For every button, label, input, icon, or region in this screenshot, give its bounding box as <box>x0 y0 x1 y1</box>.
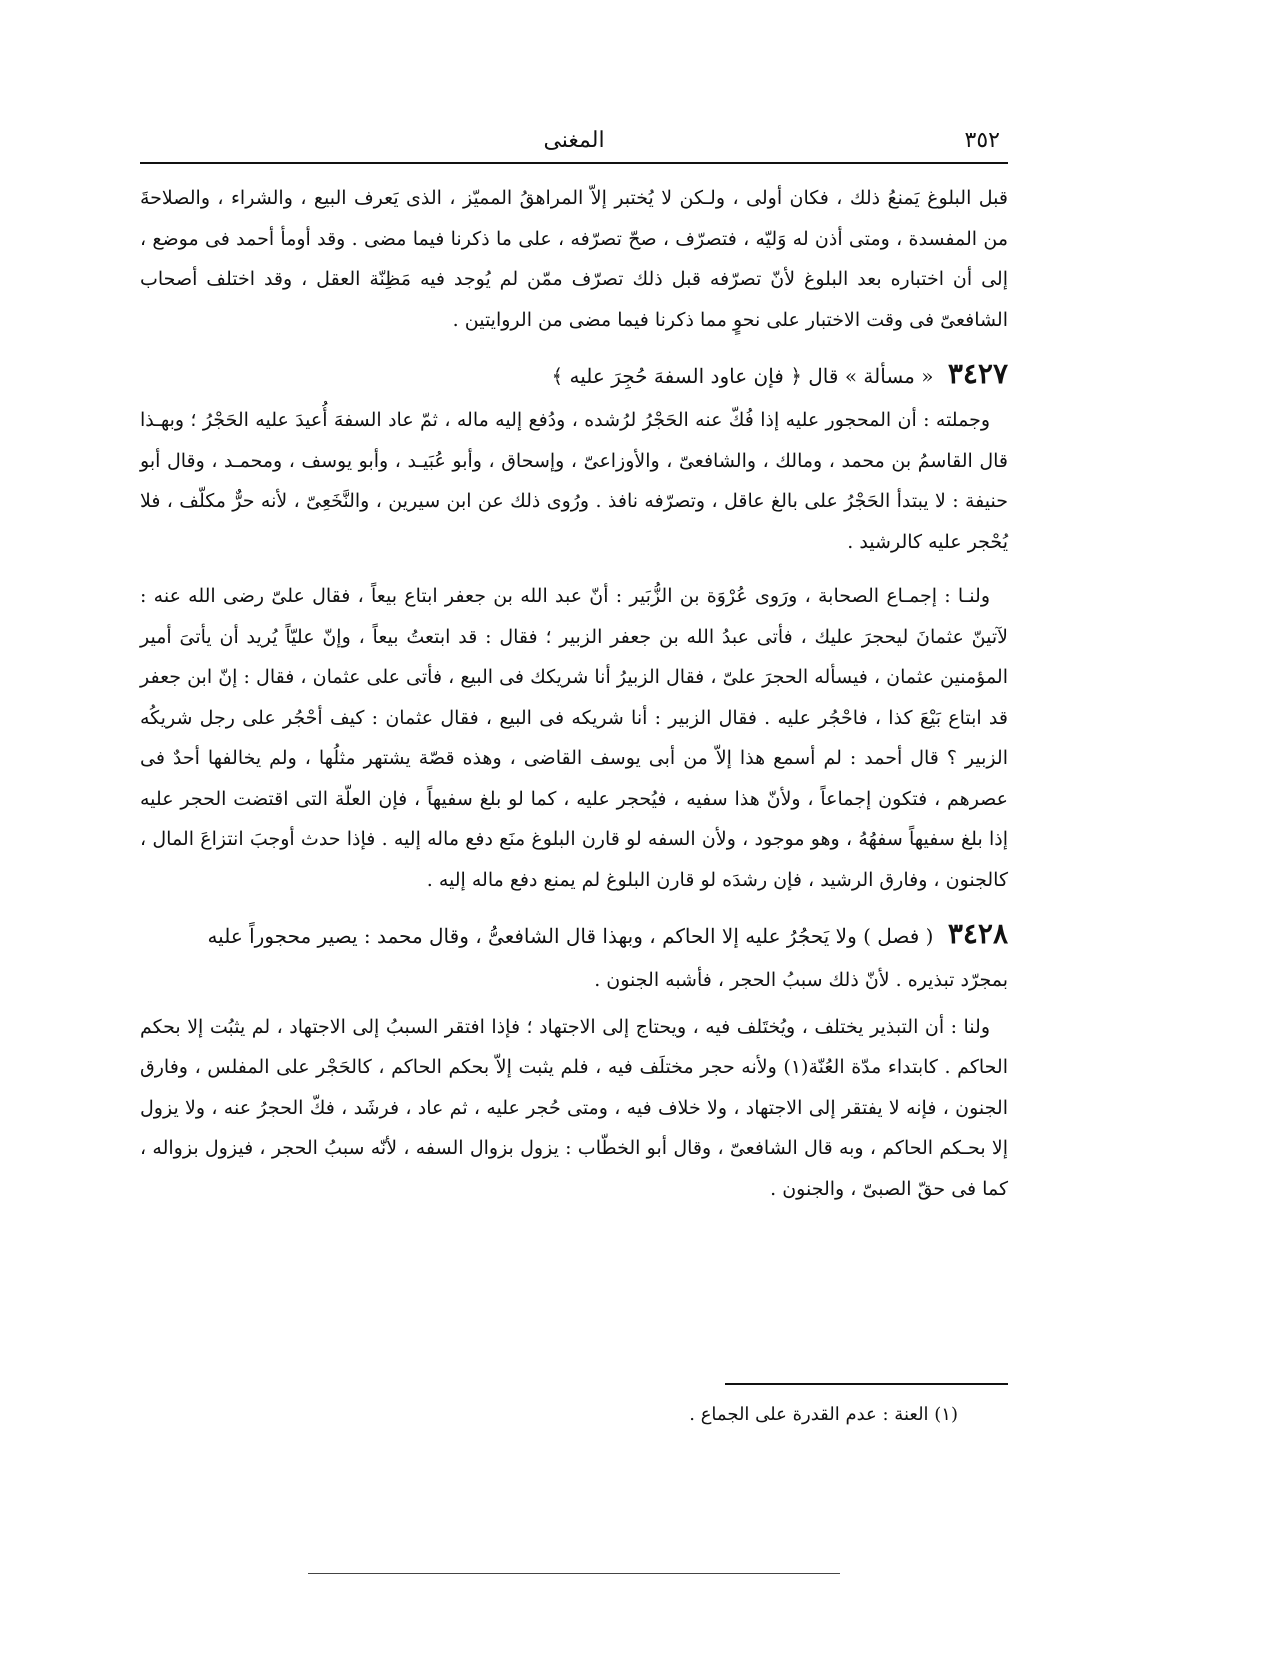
paragraph-1: قبل البلوغ يَمنعُ ذلك ، فكان أولى ، ولـكن لا يُختبر إلاّ المراهقُ المميّز ، الذى يَعرف البيع ، والشراء ، والصلاحةَ من المفسدة ، ومتى أذن له وَليّه ، فتصرّف ، صحّ تصرّفه ، على ما ذكرنا فيما مضى . وقد أومأ أحمد فى موضع ، إلى أن اختباره بعد البلوغ لأنّ تصرّفه قبل ذلك تصرّف ممّن لم يُوجد فيه مَظِنّة العقل ، وقد اختلف أصحاب الشافعىّ فى وقت الاختبار على نحوٍ مما ذكرنا فيما مضى من الروايتين . <box>140 187 1008 331</box>
fasl-text: ( فصل ) ولا يَحجُرُ عليه إلا الحاكم ، وبهذا قال الشافعىُّ ، وقال محمد : يصير محجوراً عليه <box>207 924 934 948</box>
paragraph-2: وجملته : أن المحجور عليه إذا فُكّ عنه الحَجْرُ لرُشده ، ودُفع إليه ماله ، ثمّ عاد السفهَ أُعيدَ عليه الحَجْرُ ؛ وبهـذا قال القاسمُ بن محمد ، ومالك ، والشافعىّ ، والأوزاعىّ ، وإسحاق ، وأبو عُبَيـد ، وأبو يوسف ، ومحمـد ، وقال أبو حنيفة : لا يبتدأ الحَجْرُ على بالغ عاقل ، وتصرّفه نافذ . ورُوى ذلك عن ابن سيرين ، والنَّخَعِىّ ، لأنه حرٌّ مكلّف ، فلا يُحْجر عليه كالرشيد . <box>140 409 1008 553</box>
footnote: (١) العنة : عدم القدرة على الجماع . <box>689 1404 958 1425</box>
paragraph-4: بمجرّد تبذيره . لأنّ ذلك سببُ الحجر ، فأشبه الجنون . <box>594 969 1008 991</box>
masala-number: ٣٤٢٧ <box>947 357 1008 390</box>
page-header <box>140 128 1008 162</box>
fasl-3428 <box>140 914 1008 956</box>
running-title: المغنى <box>543 128 605 153</box>
main-text <box>140 178 1008 1223</box>
page <box>140 0 1008 1667</box>
paragraph-5: ولنا : أن التبذير يختلف ، ويُختَلف فيه ، ويحتاج إلى الاجتهاد ؛ فإذا افتقر السببُ إلى الاجتهاد ، لم يثبُت إلا بحكم الحاكم . كابتداء مدّة العُنّة(١) ولأنه حجر مختلَف فيه ، فلم يثبت إلاّ بحكم الحاكم ، كالحَجْر على المفلس ، وفارق الجنون ، فإنه لا يفتقر إلى الاجتهاد ، ولا خلاف فيه ، ومتى حُجر عليه ، ثم عاد ، فرشَد ، فكّ الحجرُ عنه ، ولا يزول إلا بحـكم الحاكم ، وبه قال الشافعىّ ، وقال أبو الخطّاب : يزول بزوال السفه ، لأنّه سببُ الحجر ، فيزول بزواله ، كما فى حقّ الصبىّ ، والجنون . <box>140 1015 1008 1200</box>
footnote-rule <box>725 1383 1008 1385</box>
header-rule <box>140 162 1008 164</box>
paragraph-3: ولنـا : إجمـاع الصحابة ، ورَوى عُرْوَة بن الزُّبَير : أنّ عبد الله بن جعفر ابتاع بيعاً ، فقال علىّ رضى الله عنه : لآتينّ عثمانَ ليحجرَ عليك ، فأتى عبدُ الله بن جعفر الزبير ؛ فقال : قد ابتعتُ بيعاً ، وإنّ عليّاً يُريد أن يأتىَ أمير المؤمنين عثمان ، فيسأله الحجرَ علىّ ، فقال الزبيرُ أنا شريكك فى البيع ، فأتى على عثمان ، فقال : إنّ ابن جعفر قد ابتاع بَيْعَ كذا ، فاحْجُر عليه . فقال الزبير : أنا شريكه فى البيع ، فقال عثمان : كيف أحْجُر على رجل شريكُه الزبير ؟ قال أحمد : لم أسمع هذا إلاّ من أبى يوسف القاضى ، وهذه قصّة يشتهر مثلُها ، ولم يخالفها أحدٌ فى عصرهم ، فتكون إجماعاً ، ولأنّ هذا سفيه ، فيُحجر عليه ، كما لو بلغ سفيهاً ، فإن العلّة التى اقتضت الحجر عليه إذا بلغ سفيهاً سفهُهُ ، وهو موجود ، ولأن السفه لو قارن البلوغ منَع دفع ماله إليه . فإذا حدث أوجبَ انتزاعَ المال ، كالجنون ، وفارق الرشيد ، فإن رشدَه لو قارن البلوغ لم يمنع دفع ماله إليه . <box>140 585 1008 891</box>
masala-3427 <box>140 354 1008 396</box>
bottom-rule <box>308 1573 840 1574</box>
fasl-number: ٣٤٢٨ <box>947 917 1008 950</box>
page-number: ٣٥٢ <box>964 128 1000 153</box>
masala-title: « مسألة » قال ﴿ فإن عاود السفهَ حُجِرَ عليه ﴾ <box>551 364 934 388</box>
